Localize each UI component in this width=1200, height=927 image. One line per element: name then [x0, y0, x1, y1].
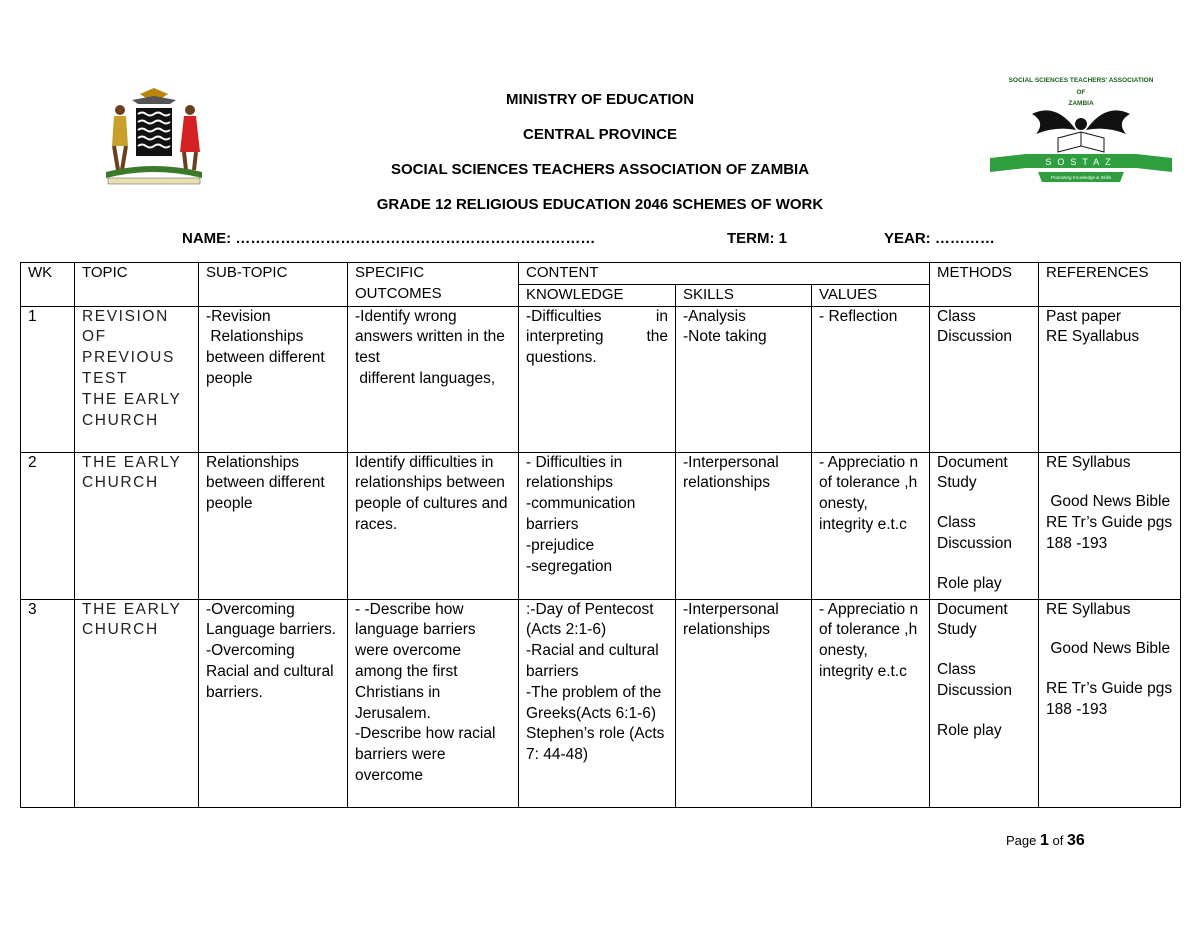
method-item: Document Study [937, 453, 1008, 492]
cell-knowledge: - Difficulties in relationships -communication barriers -prejudice -segregation [519, 452, 676, 599]
reference-item: RE Tr’s Guide pgs 188 -193 [1046, 514, 1173, 552]
cell-references [1039, 452, 1181, 599]
cell-topic: THE EARLY CHURCH [75, 599, 199, 807]
cell-knowledge: -Difficulties in interpreting the questions. [519, 306, 676, 452]
schemes-of-work-table [20, 262, 1181, 808]
cell-outcomes: Identify difficulties in relationships between people of cultures and races. [348, 452, 519, 599]
of-word: of [1052, 833, 1064, 848]
method-item: Document Study [937, 600, 1008, 639]
cell-wk: 1 [21, 306, 75, 452]
cell-skills: -Analysis -Note taking [676, 306, 812, 452]
table-row [21, 306, 1181, 452]
spacer [937, 494, 1031, 513]
cell-outcomes: -Identify wrong answers written in the test different languages, [348, 306, 519, 452]
page-footer [1006, 832, 1085, 850]
table-header-row [21, 263, 1181, 285]
year-field: YEAR: ………… [884, 230, 995, 247]
cell-outcomes: - -Describe how language barriers were overcome among the first Christians in Jerusalem. -Describe how racial barriers were overcome [348, 599, 519, 807]
header-outcomes: SPECIFIC OUTCOMES [348, 263, 519, 307]
svg-text:SOSTAZ: SOSTAZ [1045, 157, 1117, 167]
cell-wk: 3 [21, 599, 75, 807]
cell-skills: -Interpersonal relationships [676, 452, 812, 599]
reference-item: RE Tr’s Guide pgs 188 -193 [1046, 680, 1173, 718]
term-field: TERM: 1 [727, 230, 787, 247]
cell-values: - Appreciatio n of tolerance ,h onesty, integrity e.t.c [812, 599, 930, 807]
reference-item: Good News Bible [1046, 640, 1171, 658]
page-total: 36 [1067, 832, 1085, 849]
cell-references: Past paper RE Syallabus [1039, 306, 1181, 452]
cell-references [1039, 599, 1181, 807]
method-item: Class Discussion [937, 514, 1012, 552]
province-heading: CENTRAL PROVINCE [523, 126, 677, 143]
association-heading: SOCIAL SCIENCES TEACHERS ASSOCIATION OF ZAMBIA [390, 161, 810, 178]
header-values: VALUES [812, 284, 930, 306]
spacer [1046, 620, 1173, 639]
spacer [937, 702, 1031, 721]
cell-subtopic: -Revision Relationships between different people [199, 306, 348, 452]
page-number: 1 [1040, 832, 1049, 849]
cell-knowledge: :-Day of Pentecost (Acts 2:1-6) -Racial and cultural barriers -The problem of the Greeks(Acts 6:1-6) Stephen’s role (Acts 7: 44-48) [519, 599, 676, 807]
topic-line: REVISION OF PREVIOUS TEST [82, 307, 175, 387]
table-row [21, 599, 1181, 807]
spacer [937, 641, 1031, 660]
topic-line: THE EARLY CHURCH [82, 390, 182, 429]
spacer [937, 555, 1031, 574]
cell-topic [75, 306, 199, 452]
cell-values: - Reflection [812, 306, 930, 452]
header-methods: METHODS [930, 263, 1039, 307]
header-subtopic: SUB-TOPIC [199, 263, 348, 307]
header-content: CONTENT [519, 263, 930, 285]
document-title: GRADE 12 RELIGIOUS EDUCATION 2046 SCHEMES OF WORK [376, 196, 824, 213]
header-topic: TOPIC [75, 263, 199, 307]
cell-skills: -Interpersonal relationships [676, 599, 812, 807]
method-item: Role play [937, 721, 1002, 739]
cell-values: - Appreciatio n of tolerance ,h onesty, integrity e.t.c [812, 452, 930, 599]
svg-text:OF: OF [1076, 89, 1086, 96]
svg-text:SOCIAL SCIENCES TEACHERS' ASSO: SOCIAL SCIENCES TEACHERS' ASSOCIATION [1008, 77, 1154, 84]
svg-text:Promoting Knowledge & Skills: Promoting Knowledge & Skills [1050, 175, 1112, 180]
reference-item: Good News Bible [1046, 493, 1171, 511]
cell-topic: THE EARLY CHURCH [75, 452, 199, 599]
ministry-heading: MINISTRY OF EDUCATION [505, 91, 695, 108]
cell-methods [930, 452, 1039, 599]
reference-item: RE Syllabus [1046, 600, 1131, 618]
header-wk: WK [21, 263, 75, 307]
header-skills: SKILLS [676, 284, 812, 306]
spacer [1046, 473, 1173, 492]
cell-methods [930, 599, 1039, 807]
cell-wk: 2 [21, 452, 75, 599]
table-row [21, 452, 1181, 599]
name-field: NAME: ……………………………………………………………… [182, 230, 596, 247]
page-word: Page [1006, 833, 1037, 848]
method-item: Role play [937, 574, 1002, 592]
cell-subtopic: -Overcoming Language barriers. -Overcoming Racial and cultural barriers. [199, 599, 348, 807]
header-knowledge: KNOWLEDGE [519, 284, 676, 306]
cell-methods: Class Discussion [930, 306, 1039, 452]
cell-subtopic: Relationships between different people [199, 452, 348, 599]
spacer [1046, 660, 1173, 679]
reference-item: RE Syllabus [1046, 453, 1131, 471]
svg-text:ZAMBIA: ZAMBIA [1068, 100, 1094, 107]
method-item: Class Discussion [937, 661, 1012, 699]
header-references: REFERENCES [1039, 263, 1181, 307]
